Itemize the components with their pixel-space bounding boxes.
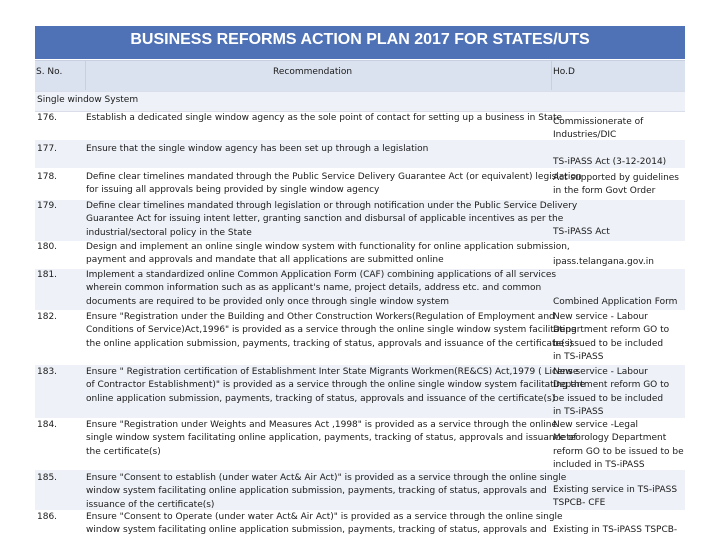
row-number: 176. [37, 113, 58, 123]
row-number: 181. [37, 270, 58, 280]
row-number: 186. [37, 512, 58, 522]
row-hod: New service -Legal Meteorology Department reform GO to be issued to be included in TS-iPASS [553, 420, 684, 470]
row-number: 182. [37, 312, 58, 322]
row-hod: Act supported by guidelines in the form Govt Order [553, 173, 679, 197]
row-recommendation: Ensure "Registration under the Building and Other Construction Workers(Regulation of Employment and Conditions of Service)Act,1996" is provided as a service through the online single window system facilitating the online application submission, payments, tracking of status, approvals and issuance of the certificate(s) [86, 312, 577, 349]
row-recommendation: Implement a standardized online Common Application Form (CAF) combining applications of all services wherein common information such as as applicant's name, project details, address etc. and common documents are required to be provided only once through single window system [86, 270, 557, 307]
table-row [35, 310, 685, 365]
row-number: 183. [37, 367, 58, 377]
page-title: BUSINESS REFORMS ACTION PLAN 2017 FOR STATES/UTS [35, 26, 685, 59]
row-recommendation: Ensure "Consent to establish (under water Act& Air Act)" is provided as a service through the online single window system facilitating online application submission, payments, tracking of status, approvals and issuance of the certificate(s) [86, 473, 567, 510]
row-number: 177. [37, 144, 58, 154]
column-header-hod: Ho.D [553, 67, 575, 77]
row-number: 180. [37, 242, 58, 252]
row-hod: Commissionerate of Industries/DIC [553, 117, 644, 140]
row-recommendation: Ensure "Consent to Operate (under water Act& Air Act)" is provided as a service through the online single window system facilitating online application submission, payments, tracking of status, approvals and [86, 512, 563, 536]
row-recommendation: Establish a dedicated single window agency as the sole point of contact for setting up a business in State [86, 113, 563, 123]
row-recommendation: Ensure " Registration certification of Establishment Inter State Migrants Workmen(RE&CS) Act,1979 ( License of Contractor Establishment)" is provided as a service through the online single window system facilitating the online application submission, payments, tracking of status, approvals and issuance of the certificate(s) [86, 367, 586, 404]
table-row [35, 470, 685, 510]
row-recommendation: Ensure "Registration under Weights and Measures Act ,1998" is provided as a service through the online single window system facilitating online application, payments, tracking of status, approvals and issuance of the certificate(s) [86, 420, 577, 457]
table-row [35, 241, 685, 269]
row-recommendation: Ensure that the single window agency has been set up through a legislation [86, 144, 429, 154]
row-number: 184. [37, 420, 58, 430]
row-recommendation: Design and implement an online single window system with functionality for online application submission, payment and approvals and mandate that all applications are submitted online [86, 242, 570, 266]
row-number: 185. [37, 473, 58, 483]
table-header [35, 60, 685, 91]
row-hod: Existing in TS-iPASS TSPCB- [553, 525, 678, 535]
column-header-sno: S. No. [36, 67, 63, 77]
section-row [35, 91, 685, 112]
row-hod: Combined Application Form [553, 297, 678, 307]
row-recommendation: Define clear timelines mandated through legislation or through notification under the Public Service Delivery Guarantee Act for issuing intent letter, granting sanction and disbursal of applicable incentives as per the industrial/sectoral policy in the State [86, 201, 578, 238]
row-hod: Existing service in TS-iPASS TSPCB- CFE [553, 485, 678, 509]
table-row [35, 269, 685, 310]
column-divider [85, 60, 86, 90]
column-header-recommendation: Recommendation [273, 67, 353, 77]
row-hod: TS-iPASS Act (3-12-2014) [553, 157, 667, 167]
row-number: 179. [37, 201, 58, 211]
table-row [35, 112, 685, 140]
row-hod: TS-iPASS Act [553, 227, 610, 237]
column-divider [551, 60, 552, 90]
section-label: Single window System [37, 95, 139, 105]
table-row [35, 168, 685, 200]
row-hod: New service - Labour Department reform GO to be issued to be included in TS-iPASS [553, 367, 670, 418]
table-row [35, 418, 685, 470]
table-row [35, 510, 685, 540]
row-hod: New service - Labour Department reform GO to be issued to be included in TS-iPASS [553, 312, 670, 363]
row-hod: ipass.telangana.gov.in [553, 257, 654, 267]
row-number: 178. [37, 172, 58, 182]
row-recommendation: Define clear timelines mandated through the Public Service Delivery Guarantee Act (or equivalent) legislation for issuing all approvals being provided by single window agency [86, 172, 582, 196]
table-row [35, 140, 685, 168]
table-row [35, 200, 685, 241]
table-row [35, 365, 685, 418]
